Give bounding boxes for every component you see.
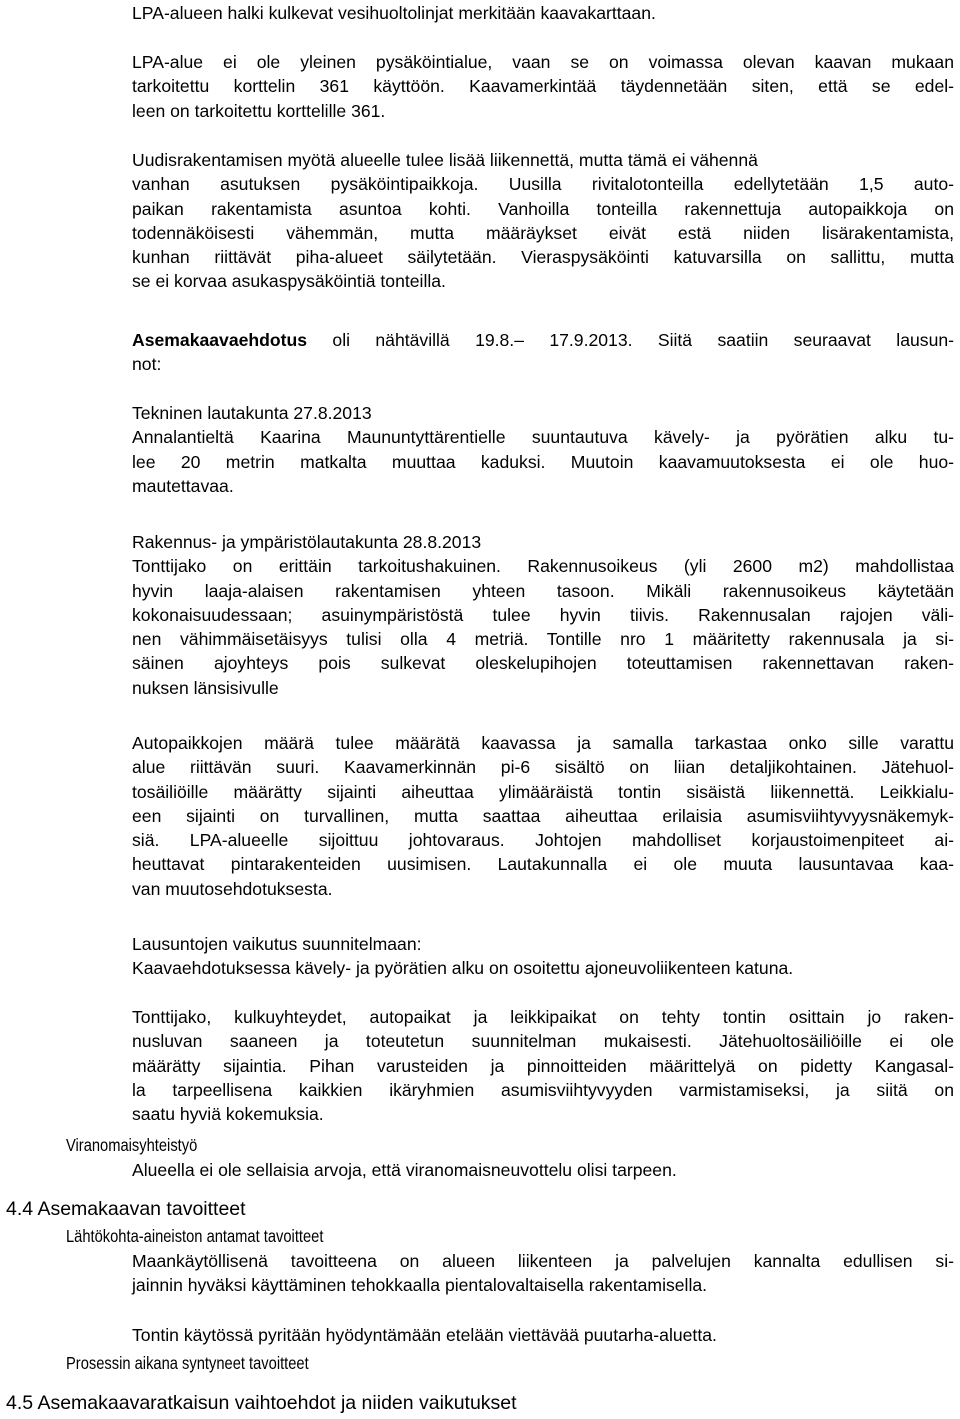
text-line: alue riittävän suuri. Kaavamerkinnän pi-6 sisältö on liian detaljikohtainen. Jätehuol- (132, 757, 954, 778)
side-heading-source-material-goals: Lähtökohta-aineiston antamat tavoitteet (66, 1226, 324, 1246)
section-heading-4-4: 4.4 Asemakaavan tavoitteet (6, 1198, 246, 1220)
text-line: lee 20 metrin matkalta muuttaa kaduksi. Muutoin kaavamuutoksesta ei ole huo- (132, 451, 954, 472)
text-line: hyvin laaja-alaisen rakentamisen yhteen tasoon. Mikäli rakennusoikeus käytetään (132, 580, 954, 601)
paragraph-land-use-goal (132, 1249, 954, 1298)
statement-heading: Tekninen lautakunta 27.8.2013 (132, 403, 372, 423)
side-heading-process-goals: Prosessin aikana syntyneet tavoitteet (66, 1353, 309, 1373)
text-line: van muutosehdotuksesta. (132, 878, 333, 899)
text-segment: oli nähtävillä 19.8.– 17.9.2013. Siitä saatiin seuraavat lausun- (307, 330, 954, 350)
paragraph-garden-area (132, 1323, 954, 1347)
section-heading-4-5: 4.5 Asemakaavaratkaisun vaihtoehdot ja niiden vaikutukset (6, 1392, 517, 1414)
text-line: siä. LPA-alueelle sijoittuu johtovaraus. Johtojen mahdolliset korjaustoimenpiteet ai- (132, 830, 954, 851)
text-line: määrätty sijaintia. Pihan varusteiden ja pinnoitteiden määrittelyä on pidetty Kangasal- (132, 1055, 954, 1076)
text-line: jainnin hyväksi käyttäminen tehokkaalla pientalovaltaisella rakentamisella. (132, 1275, 708, 1296)
paragraph-plan-proposal (132, 328, 954, 377)
text-line: kokonaisuudessaan; asuinympäristöstä tulee hyvin tiivis. Rakennusalan rajojen väli- (132, 604, 954, 625)
text-line: la tarpeellisena kaikkien ikäryhmien asumisviihtyvyyden varmistamiseksi, ja siitä on (132, 1079, 954, 1100)
text-line: Tonttijako, kulkuyhteydet, autopaikat ja leikkipaikat on tehty tontin osittain jo raken- (132, 1007, 954, 1027)
text-line: Alueella ei ole sellaisia arvoja, että viranomaisneuvottelu olisi tarpeen. (132, 1160, 677, 1180)
text-line: todennäköisesti vähemmän, mutta määräykset eivät estä niiden lisärakentamista, (132, 222, 954, 243)
paragraph-traffic-parking (132, 148, 954, 294)
statement-heading: Rakennus- ja ympäristölautakunta 28.8.2013 (132, 532, 482, 552)
text-line: säinen ajoyhteys pois sulkevat oleskelupihojen toteuttamisen rakennettavan raken- (132, 653, 954, 674)
text-line: Annalantieltä Kaarina Maununtyttärentielle suuntautuva kävely- ja pyörätien alku tu- (132, 427, 954, 448)
paragraph-technical-board (132, 401, 954, 498)
paragraph-parking-spaces (132, 731, 954, 901)
paragraph-water-lines (132, 1, 954, 25)
text-line: Uudisrakentamisen myötä alueelle tulee lisää liikennettä, mutta tämä ei vähennä (132, 150, 758, 170)
text-line: tarkoitettu korttelin 361 käyttöön. Kaavamerkintää täydennetään siten, että se edel- (132, 76, 954, 97)
text-line (132, 328, 954, 352)
text-line: paikan rakentamista asuntoa kohti. Vanhoilla tonteilla rakennettuja autopaikkoja on (132, 198, 954, 219)
text-line: vanhan asutuksen pysäköintipaikkoja. Uusilla rivitalotonteilla edellytetään 1,5 auto- (132, 174, 954, 195)
text-line: LPA-alue ei ole yleinen pysäköintialue, vaan se on voimassa olevan kaavan mukaan (132, 52, 954, 72)
text-line: saatu hyviä kokemuksia. (132, 1104, 324, 1125)
text-line: se ei korvaa asukaspysäköintiä tonteilla. (132, 271, 446, 292)
text-line: nusluvan saaneen ja toteutetun suunnitelman mukaisesti. Jätehuoltosäiliöille ei ole (132, 1031, 954, 1052)
paragraph-statement-impact (132, 932, 954, 981)
text-line: een sijainti on turvallinen, mutta saattaa aiheuttaa erilaisia asumisviihtyvyysnäkemyk- (132, 805, 954, 826)
text-line: Autopaikkojen määrä tulee määrätä kaavassa ja samalla tarkastaa onko sille varattu (132, 733, 954, 753)
bold-term: Asemakaavaehdotus (132, 330, 308, 350)
text-line: leen on tarkoitettu korttelille 361. (132, 100, 386, 121)
text-line: nuksen länsisivulle (132, 677, 279, 698)
text-line: Tonttijako on erittäin tarkoitushakuinen. Rakennusoikeus (yli 2600 m2) mahdollistaa (132, 556, 954, 577)
text-line: nen vähimmäisetäisyys tulisi olla 4 metriä. Tontille nro 1 määritetty rakennusala ja si- (132, 629, 954, 650)
text-line: Maankäytöllisenä tavoitteena on alueen liikenteen ja palvelujen kannalta edullisen si- (132, 1251, 954, 1271)
text-line: heuttavat pintarakenteiden uusimisen. Lautakunnalla ei ole muuta lausuntavaa kaa- (132, 854, 954, 875)
text-line: mautettavaa. (132, 475, 234, 496)
text-line: kunhan riittävät piha-alueet säilytetään. Vieraspysäköinti katuvarsilla on sallittu, mutta (132, 247, 954, 268)
text-line: LPA-alueen halki kulkevat vesihuoltolinjat merkitään kaavakarttaan. (132, 3, 656, 23)
paragraph-plot-division (132, 1005, 954, 1126)
text-line: Kaavaehdotuksessa kävely- ja pyörätien alku on osoitettu ajoneuvoliikenteen katuna. (132, 958, 794, 979)
side-heading-authority-cooperation: Viranomaisyhteistyö (66, 1135, 198, 1155)
statement-heading: Lausuntojen vaikutus suunnitelmaan: (132, 934, 422, 954)
text-line: Tontin käytössä pyritään hyödyntämään etelään viettävää puutarha-aluetta. (132, 1325, 717, 1345)
paragraph-lpa-area (132, 50, 954, 123)
paragraph-building-board (132, 530, 954, 700)
text-line: tosäiliöille määrätty sijainti aiheuttaa ylimääräistä tontin sisäistä liikennettä. Leikkialu- (132, 781, 954, 802)
paragraph-authority-negotiation (132, 1158, 954, 1182)
text-line: not: (132, 354, 162, 375)
